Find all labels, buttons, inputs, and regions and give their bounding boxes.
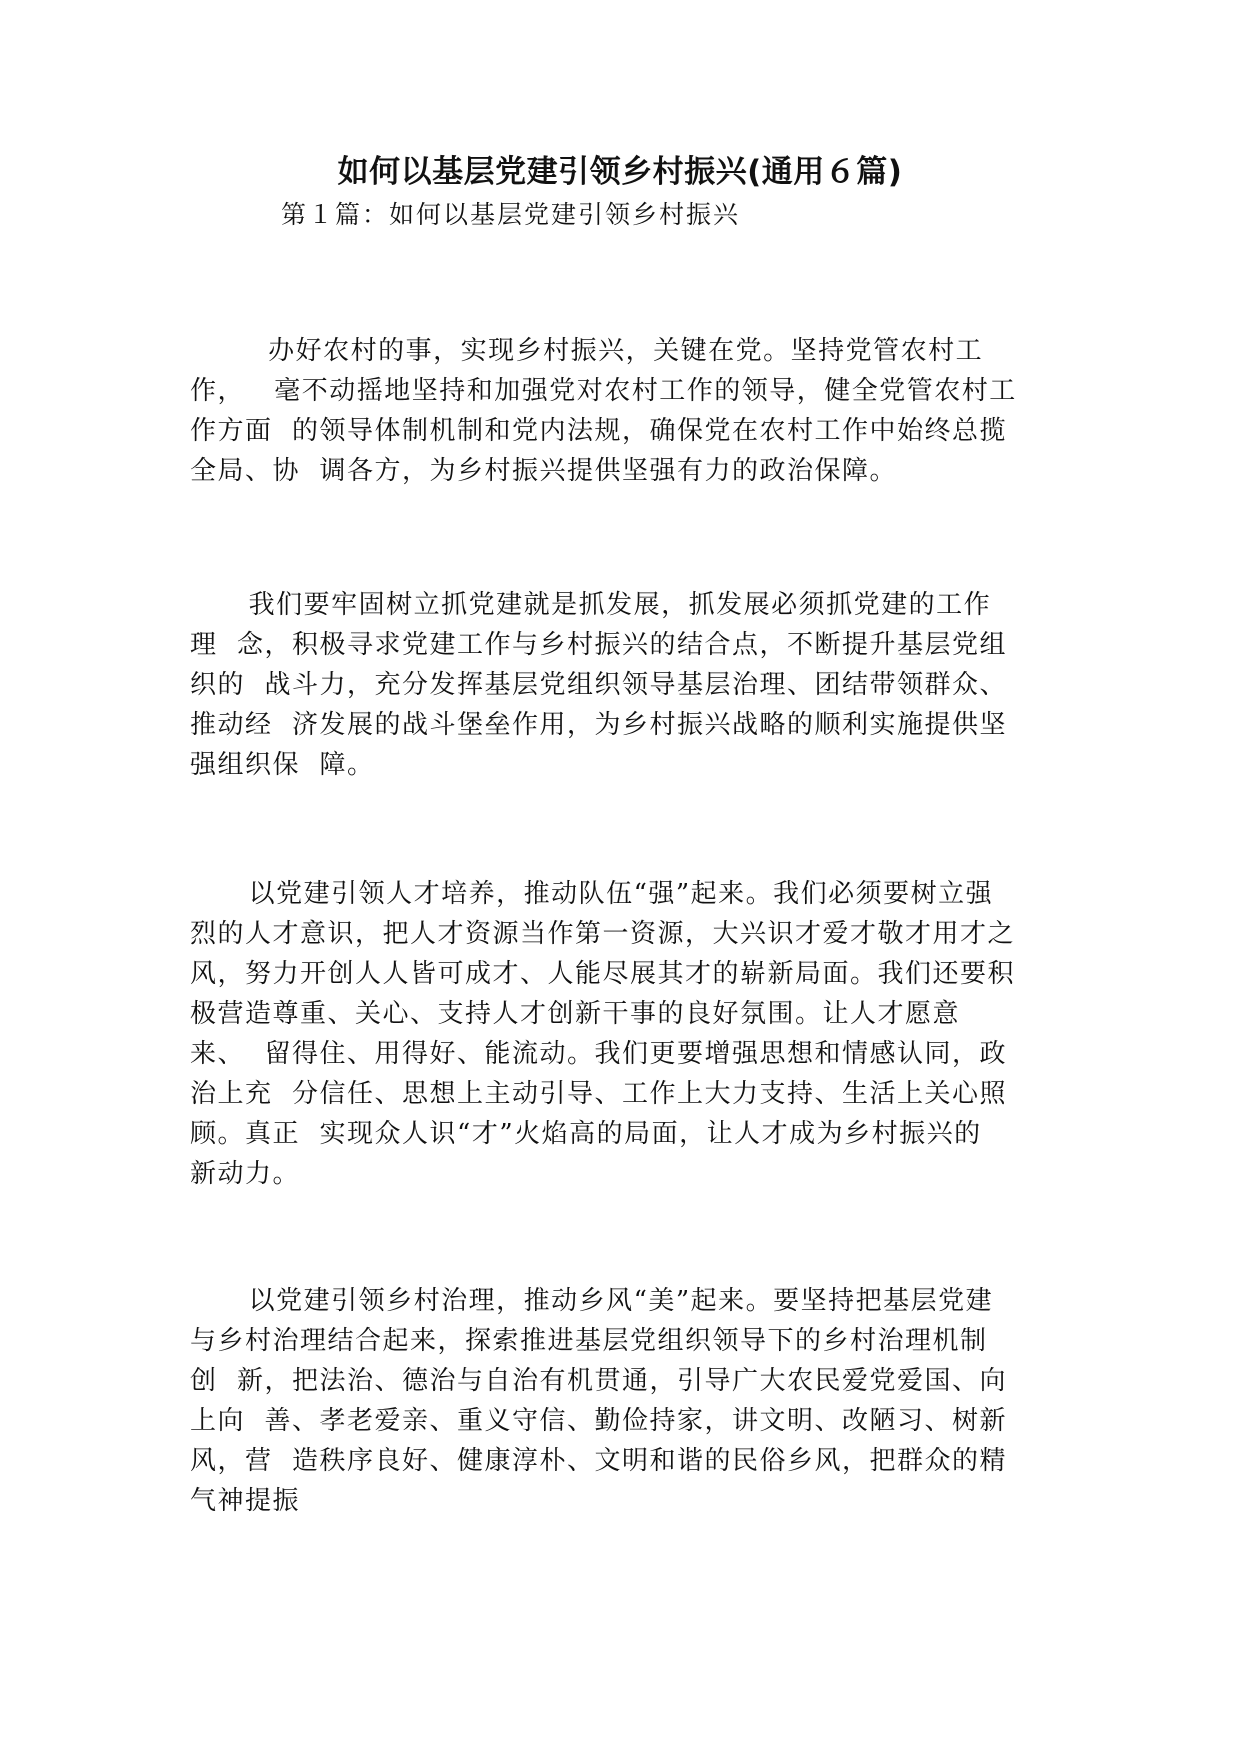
paragraph-line: 以党建引领乡村治理，推动乡风“美”起来。要坚持把基层党建	[190, 1286, 994, 1316]
paragraph-line: 作方面 的领导体制机制和党内法规，确保党在农村工作中始终总揽	[190, 416, 1008, 446]
body-paragraph	[190, 874, 1050, 1194]
paragraph-line: 烈的人才意识，把人才资源当作第一资源，大兴识才爱才敬才用才之	[190, 919, 1016, 949]
paragraph-line: 上向 善、孝老爱亲、重义守信、勤俭持家，讲文明、改陋习、树新	[190, 1406, 1008, 1436]
paragraph-line: 推动经 济发展的战斗堡垒作用，为乡村振兴战略的顺利实施提供坚	[190, 710, 1008, 740]
body-paragraph	[190, 331, 1050, 491]
paragraph-line: 织的 战斗力，充分发挥基层党组织领导基层治理、团结带领群众、	[190, 670, 1008, 700]
paragraph-line: 顾。真正 实现众人识“才”火焰高的局面，让人才成为乡村振兴的	[190, 1119, 982, 1149]
paragraph-line: 作， 毫不动摇地坚持和加强党对农村工作的领导，健全党管农村工	[190, 376, 1017, 406]
paragraph-line: 强组织保 障。	[190, 750, 375, 780]
paragraph-line: 全局、协 调各方，为乡村振兴提供坚强有力的政治保障。	[190, 456, 898, 486]
paragraph-line: 风，努力开创人人皆可成才、人能尽展其才的崭新局面。我们还要积	[190, 959, 1016, 989]
body-paragraph	[190, 1281, 1050, 1521]
paragraph-line: 理 念，积极寻求党建工作与乡村振兴的结合点，不断提升基层党组	[190, 630, 1008, 660]
paragraph-line: 办好农村的事，实现乡村振兴，关键在党。坚持党管农村工	[190, 336, 984, 366]
paragraph-line: 气神提振	[190, 1486, 301, 1516]
document-title: 如何以基层党建引领乡村振兴(通用６篇)	[337, 154, 903, 190]
paragraph-line: 极营造尊重、关心、支持人才创新干事的良好氛围。让人才愿意	[190, 999, 961, 1029]
paragraph-line: 来、 留得住、用得好、能流动。我们更要增强思想和情感认同，政	[190, 1039, 1008, 1069]
paragraph-line: 创 新，把法治、德治与自治有机贯通，引导广大农民爱党爱国、向	[190, 1366, 1008, 1396]
paragraph-line: 以党建引领人才培养，推动队伍“强”起来。我们必须要树立强	[190, 879, 994, 909]
chapter-heading: 第１篇：如何以基层党建引领乡村振兴	[281, 200, 741, 229]
paragraph-line: 新动力。	[190, 1159, 301, 1189]
paragraph-line: 治上充 分信任、思想上主动引导、工作上大力支持、生活上关心照	[190, 1079, 1008, 1109]
paragraph-line: 与乡村治理结合起来，探索推进基层党组织领导下的乡村治理机制	[190, 1326, 988, 1356]
paragraph-line: 我们要牢固树立抓党建就是抓发展，抓发展必须抓党建的工作	[190, 590, 992, 620]
paragraph-line: 风，营 造秩序良好、健康淳朴、文明和谐的民俗乡风，把群众的精	[190, 1446, 1008, 1476]
body-paragraph	[190, 585, 1050, 785]
